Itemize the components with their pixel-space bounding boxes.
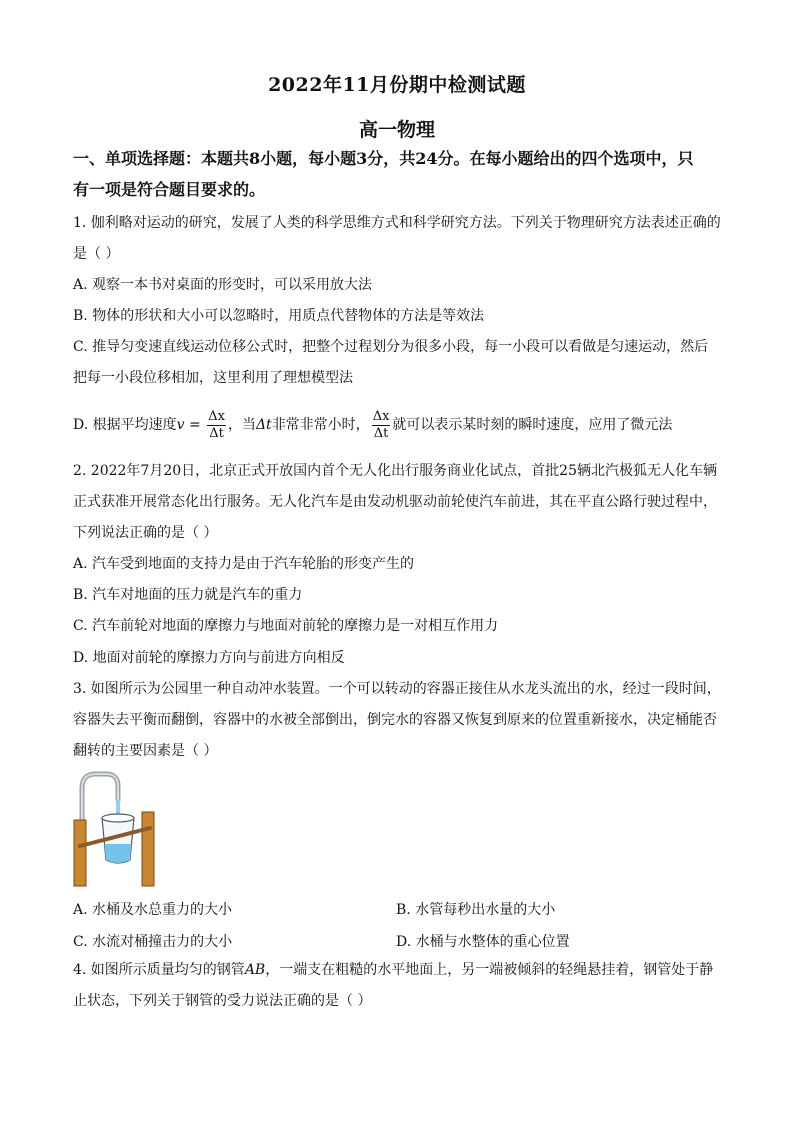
page-title: 2022年11月份期中检测试题 bbox=[268, 74, 526, 96]
q1-d-postfix: 就可以表示某时刻的瞬时速度，应用了微元法 bbox=[392, 417, 673, 433]
q4-stem-line1 bbox=[73, 955, 733, 986]
q3-stem-line1: 3. 如图所示为公园里一种自动冲水装置。一个可以转动的容器正接住从水龙头流出的水，经过一段时间， bbox=[73, 681, 721, 697]
q1-d-fraction-2 bbox=[372, 409, 391, 442]
q1-d-fraction-1 bbox=[207, 409, 226, 442]
q1-option-a: A. 观察一本书对桌面的形变时，可以采用放大法 bbox=[73, 277, 373, 293]
q3-option-c: C. 水流对桶撞击力的大小 bbox=[73, 934, 233, 950]
flushing-device-figure bbox=[70, 770, 160, 888]
q1-d-frac2-num: Δx bbox=[372, 408, 390, 424]
q1-stem-line2: 是（ ） bbox=[73, 246, 120, 262]
q1-option-c-line1: C. 推导匀变速直线运动位移公式时，把整个过程划分为很多小段，每一小段可以看做是匀速运动，然后 bbox=[73, 339, 709, 355]
q4-stem-postfix: ，一端支在粗糙的水平地面上，另一端被倾斜的轻绳悬挂着，钢管处于静 bbox=[265, 962, 714, 978]
q1-d-frac1-num: Δx bbox=[208, 408, 225, 424]
cup-rim bbox=[102, 814, 134, 822]
q1-d-v: v bbox=[176, 417, 185, 433]
q1-option-c-line2: 把每一小段位移相加，这里利用了理想模型法 bbox=[73, 370, 353, 386]
q1-stem-line1: 1. 伽利略对运动的研究，发展了人类的科学思维方式和科学研究方法。下列关于物理研究方法表述正确的 bbox=[73, 215, 721, 231]
q1-d-dt: Δt bbox=[255, 417, 272, 433]
section-heading-line2: 有一项是符合题目要求的。 bbox=[73, 180, 266, 199]
q2-option-b: B. 汽车对地面的压力就是汽车的重力 bbox=[73, 587, 303, 603]
q4-stem-line2: 止状态，下列关于钢管的受力说法正确的是（ ） bbox=[73, 993, 372, 1009]
q2-option-d: D. 地面对前轮的摩擦力方向与前进方向相反 bbox=[73, 650, 345, 666]
q1-d-frac1-den: Δt bbox=[209, 425, 224, 441]
q3-option-a: A. 水桶及水总重力的大小 bbox=[73, 902, 233, 918]
cup-water bbox=[105, 844, 132, 863]
q3-stem-line2: 容器失去平衡而翻倒，容器中的水被全部倒出，倒完水的容器又恢复到原来的位置重新接水，决定桶能否 bbox=[73, 712, 717, 728]
q2-stem-line3: 下列说法正确的是（ ） bbox=[73, 525, 218, 541]
q1-d-prefix: D. 根据平均速度 bbox=[73, 417, 177, 433]
section-heading-line1: 一、单项选择题：本题共8小题，每小题3分，共24分。在每小题给出的四个选项中，只 bbox=[73, 149, 694, 168]
q2-stem-line1: 2. 2022年7月20日，北京正式开放国内首个无人化出行服务商业化试点，首批25辆北汽极狐无人化车辆 bbox=[73, 463, 717, 479]
q2-stem-line2: 正式获准开展常态化出行服务。无人化汽车是由发动机驱动前轮使汽车前进，其在平直公路行驶过程中， bbox=[73, 494, 717, 510]
q4-stem-ab: AB bbox=[244, 962, 266, 978]
page-subtitle: 高一物理 bbox=[358, 119, 435, 141]
q3-option-d: D. 水桶与水整体的重心位置 bbox=[396, 934, 570, 950]
q2-option-a: A. 汽车受到地面的支持力是由于汽车轮胎的形变产生的 bbox=[73, 556, 415, 572]
q1-option-d bbox=[73, 408, 733, 442]
left-post bbox=[74, 820, 86, 886]
q3-option-b: B. 水管每秒出水量的大小 bbox=[396, 902, 556, 918]
right-post bbox=[142, 812, 154, 886]
section-heading bbox=[73, 143, 733, 205]
q1-d-mid2: 非常非常小时， bbox=[271, 417, 370, 433]
q1-option-b: B. 物体的形状和大小可以忽略时，用质点代替物体的方法是等效法 bbox=[73, 308, 485, 324]
q3-stem-line3: 翻转的主要因素是（ ） bbox=[73, 743, 218, 759]
q2-option-c: C. 汽车前轮对地面的摩擦力与地面对前轮的摩擦力是一对相互作用力 bbox=[73, 618, 499, 634]
q4-stem-prefix: 4. 如图所示质量均匀的钢管 bbox=[73, 962, 245, 978]
q1-d-eq: = bbox=[184, 417, 206, 433]
q1-d-frac2-den: Δt bbox=[373, 425, 389, 441]
q1-d-mid1: ，当 bbox=[227, 417, 256, 433]
